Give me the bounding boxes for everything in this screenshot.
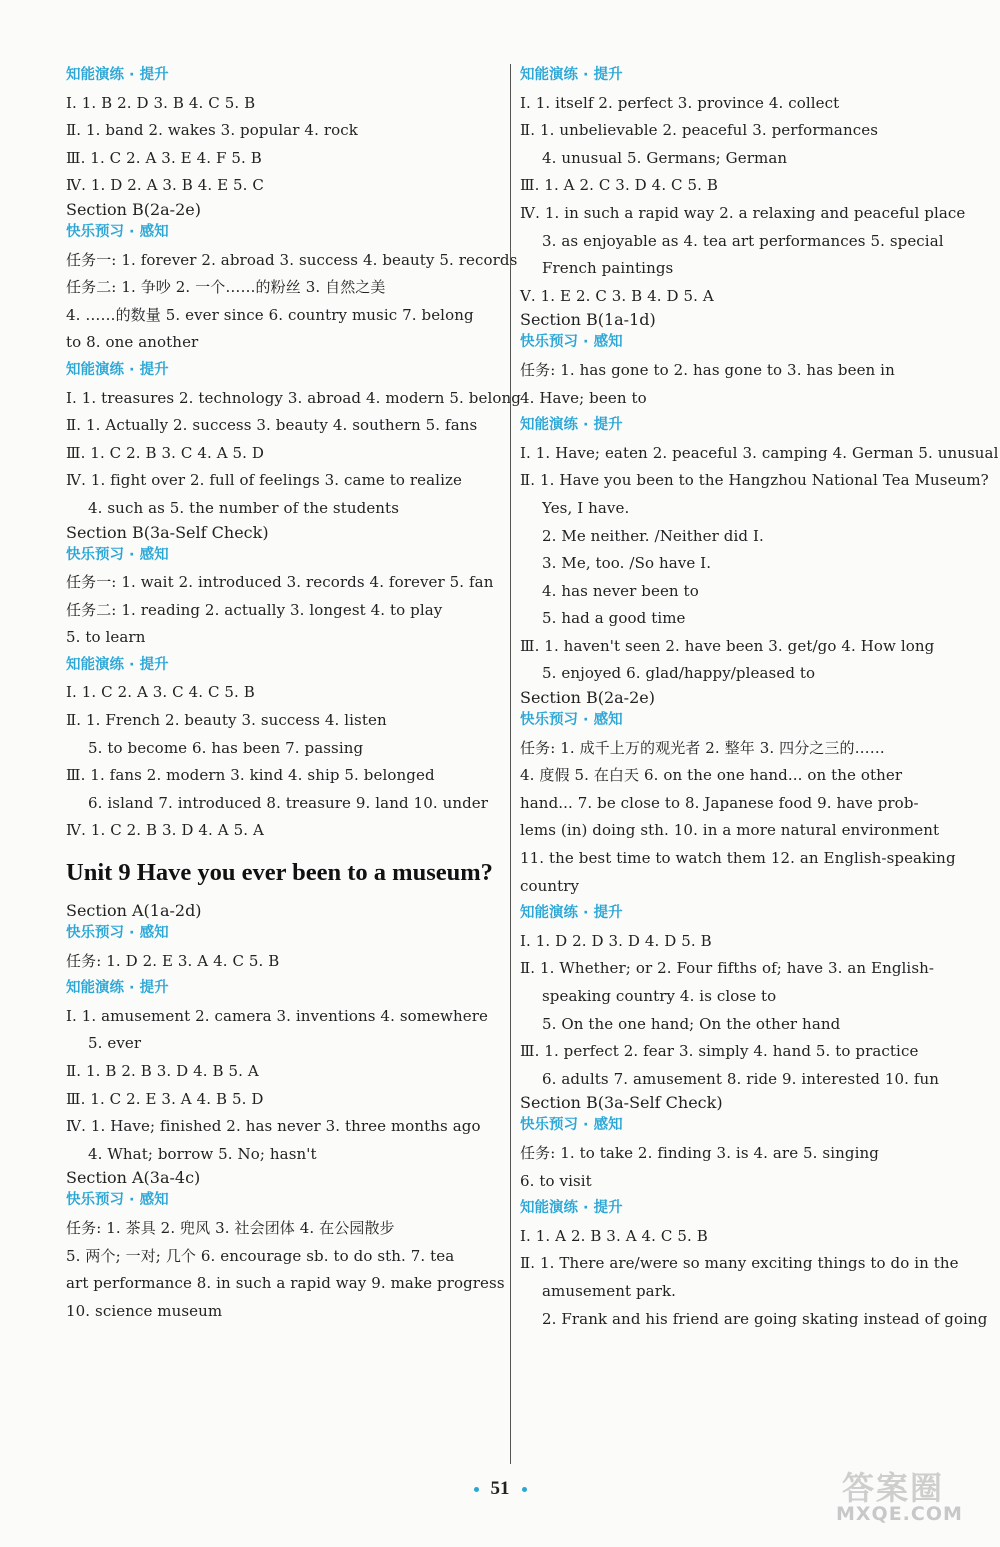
section-heading: Section B(2a-2e) xyxy=(520,688,655,708)
answer-line: Ⅲ. 1. fans 2. modern 3. kind 4. ship 5. belonged xyxy=(66,766,435,785)
section-tag: 快乐预习 · 感知 xyxy=(66,925,169,942)
answer-line: 任务二: 1. reading 2. actually 3. longest 4. to play xyxy=(66,600,443,619)
answer-line: 5. had a good time xyxy=(542,609,686,628)
answer-line: 6. to visit xyxy=(520,1171,592,1190)
answer-line: 任务: 1. D 2. E 3. A 4. C 5. B xyxy=(66,951,280,970)
answer-line: Ⅱ. 1. French 2. beauty 3. success 4. listen xyxy=(66,711,387,730)
answer-line: 5. ever xyxy=(88,1034,142,1053)
answer-line: Ⅲ. 1. haven't seen 2. have been 3. get/go 4. How long xyxy=(520,636,935,655)
answer-line: Ⅱ. 1. There are/were so many exciting things to do in the xyxy=(520,1254,959,1273)
answer-line: art performance 8. in such a rapid way 9. make progress xyxy=(66,1274,505,1293)
answer-line: Ⅳ. 1. fight over 2. full of feelings 3. came to realize xyxy=(66,471,462,490)
answer-line: 任务: 1. has gone to 2. has gone to 3. has been in xyxy=(520,360,895,379)
answer-line: 任务: 1. to take 2. finding 3. is 4. are 5. singing xyxy=(520,1143,879,1162)
section-tag: 知能演练 · 提升 xyxy=(520,67,623,83)
section-tag: 知能演练 · 提升 xyxy=(66,980,169,997)
answer-line: Ⅲ. 1. C 2. E 3. A 4. B 5. D xyxy=(66,1089,264,1108)
answer-line: Ⅰ. 1. amusement 2. camera 3. inventions 4. somewhere xyxy=(66,1006,488,1025)
dot-left xyxy=(474,1487,479,1492)
answer-line: 10. science museum xyxy=(66,1301,223,1320)
answer-line: 4. ……的数量 5. ever since 6. country music 7. belong xyxy=(66,305,474,324)
section-tag: 快乐预习 · 感知 xyxy=(66,546,169,563)
answer-line: 任务: 1. 茶具 2. 兜风 3. 社会团体 4. 在公园散步 xyxy=(66,1218,395,1237)
answer-line: Ⅱ. 1. Actually 2. success 3. beauty 4. southern 5. fans xyxy=(66,416,478,435)
answer-line: 5. to learn xyxy=(66,628,146,647)
answer-line: 任务一: 1. wait 2. introduced 3. records 4. forever 5. fan xyxy=(66,573,494,592)
answer-line: Ⅳ. 1. C 2. B 3. D 4. A 5. A xyxy=(66,821,264,840)
answer-line: 4. has never been to xyxy=(542,581,699,600)
answer-line: Ⅲ. 1. C 2. A 3. E 4. F 5. B xyxy=(66,148,262,167)
section-heading: Section A(3a-4c) xyxy=(66,1168,201,1188)
answer-line: 11. the best time to watch them 12. an English-speaking xyxy=(520,849,956,868)
answer-line: 4. 度假 5. 在白天 6. on the one hand... on the other xyxy=(520,766,903,785)
answer-line: Ⅱ. 1. Have you been to the Hangzhou National Tea Museum? xyxy=(520,471,989,490)
answer-line: Ⅰ. 1. Have; eaten 2. peaceful 3. camping 4. German 5. unusual xyxy=(520,443,999,462)
answer-line: Ⅰ. 1. C 2. A 3. C 4. C 5. B xyxy=(66,683,255,702)
answer-line: Ⅳ. 1. D 2. A 3. B 4. E 5. C xyxy=(66,176,265,195)
section-heading: Section B(3a-Self Check) xyxy=(520,1093,723,1113)
answer-line: Ⅳ. 1. Have; finished 2. has never 3. three months ago xyxy=(66,1117,481,1136)
section-tag: 快乐预习 · 感知 xyxy=(66,1192,169,1209)
answer-line: 6. island 7. introduced 8. treasure 9. land 10. under xyxy=(88,793,489,812)
answer-line: Ⅰ. 1. treasures 2. technology 3. abroad 4. modern 5. belong xyxy=(66,388,521,407)
answer-line: 5. On the one hand; On the other hand xyxy=(542,1014,841,1033)
section-tag: 知能演练 · 提升 xyxy=(66,67,169,83)
answer-line: 4. unusual 5. Germans; German xyxy=(542,148,788,167)
answer-line: 4. such as 5. the number of the students xyxy=(88,498,399,517)
answer-line: 任务一: 1. forever 2. abroad 3. success 4. beauty 5. records xyxy=(66,250,518,269)
answer-line: Ⅱ. 1. Whether; or 2. Four fifths of; have 3. an English- xyxy=(520,959,935,978)
answer-line: Ⅳ. 1. in such a rapid way 2. a relaxing and peaceful place xyxy=(520,203,966,222)
answer-line: Ⅱ. 1. B 2. B 3. D 4. B 5. A xyxy=(66,1062,259,1080)
section-tag: 快乐预习 · 感知 xyxy=(520,712,623,729)
answer-line: Ⅲ. 1. A 2. C 3. D 4. C 5. B xyxy=(520,176,719,195)
section-tag: 快乐预习 · 感知 xyxy=(520,334,623,351)
answer-line: French paintings xyxy=(542,259,674,278)
answer-line: lems (in) doing sth. 10. in a more natural environment xyxy=(520,821,940,840)
section-heading: Section A(1a-2d) xyxy=(66,901,202,921)
answer-line: 5. enjoyed 6. glad/happy/pleased to xyxy=(542,664,816,683)
right-column xyxy=(520,62,999,1333)
section-tag: 知能演练 · 提升 xyxy=(66,656,169,673)
section-heading: Section B(2a-2e) xyxy=(66,199,201,219)
page-number-text: 51 xyxy=(490,1478,510,1499)
answer-line: Ⅰ. 1. itself 2. perfect 3. province 4. collect xyxy=(520,93,840,112)
section-tag: 知能演练 · 提升 xyxy=(520,905,623,922)
answer-line: 4. What; borrow 5. No; hasn't xyxy=(88,1144,317,1163)
answer-line: amusement park. xyxy=(542,1281,677,1300)
unit-heading: Unit 9 Have you ever been to a museum? xyxy=(66,859,493,887)
answer-line: 2. Frank and his friend are going skating instead of going xyxy=(542,1309,988,1328)
answer-line: Ⅲ. 1. C 2. B 3. C 4. A 5. D xyxy=(66,443,265,462)
section-tag: 知能演练 · 提升 xyxy=(66,361,169,378)
answer-line: Ⅰ. 1. B 2. D 3. B 4. C 5. B xyxy=(66,93,256,112)
answer-line: Yes, I have. xyxy=(542,498,630,517)
column-divider xyxy=(510,64,511,1464)
section-tag: 知能演练 · 提升 xyxy=(520,417,623,434)
section-tag: 快乐预习 · 感知 xyxy=(520,1117,623,1134)
answer-line: 3. as enjoyable as 4. tea art performances 5. special xyxy=(542,231,944,250)
answer-line: to 8. one another xyxy=(66,333,199,352)
answer-line: Ⅲ. 1. perfect 2. fear 3. simply 4. hand 5. to practice xyxy=(520,1042,919,1061)
answer-line: speaking country 4. is close to xyxy=(542,987,777,1005)
section-heading: Section B(3a-Self Check) xyxy=(66,522,269,542)
section-heading: Section B(1a-1d) xyxy=(520,310,656,330)
answer-line: 4. Have; been to xyxy=(520,388,647,407)
answer-line: 任务: 1. 成千上万的观光者 2. 整年 3. 四分之三的…… xyxy=(520,738,885,757)
answer-line: Ⅰ. 1. D 2. D 3. D 4. D 5. B xyxy=(520,931,712,950)
answer-line: Ⅴ. 1. E 2. C 3. B 4. D 5. A xyxy=(520,286,714,305)
answer-line: 5. to become 6. has been 7. passing xyxy=(88,738,364,757)
answer-line: 3. Me, too. /So have I. xyxy=(542,554,712,573)
answer-line: 5. 两个; 一对; 几个 6. encourage sb. to do sth. 7. tea xyxy=(66,1246,455,1265)
watermark-logo xyxy=(832,1463,982,1533)
left-column xyxy=(66,62,521,1325)
watermark-text-url: MXQE.COM xyxy=(836,1503,963,1525)
dot-right xyxy=(522,1487,527,1492)
answer-line: 任务二: 1. 争吵 2. 一个……的粉丝 3. 自然之美 xyxy=(66,278,386,297)
watermark-text-cn: 答案圈 xyxy=(842,1469,945,1507)
answer-line: country xyxy=(520,876,580,895)
section-tag: 快乐预习 · 感知 xyxy=(66,223,169,240)
answer-line: hand... 7. be close to 8. Japanese food 9. have prob- xyxy=(520,793,919,812)
answer-line: Ⅱ. 1. band 2. wakes 3. popular 4. rock xyxy=(66,121,358,140)
answer-line: 6. adults 7. amusement 8. ride 9. interested 10. fun xyxy=(542,1069,940,1088)
answer-line: Ⅰ. 1. A 2. B 3. A 4. C 5. B xyxy=(520,1226,708,1245)
answer-line: 2. Me neither. /Neither did I. xyxy=(542,526,764,545)
answer-line: Ⅱ. 1. unbelievable 2. peaceful 3. performances xyxy=(520,121,878,140)
section-tag: 知能演练 · 提升 xyxy=(520,1200,623,1217)
